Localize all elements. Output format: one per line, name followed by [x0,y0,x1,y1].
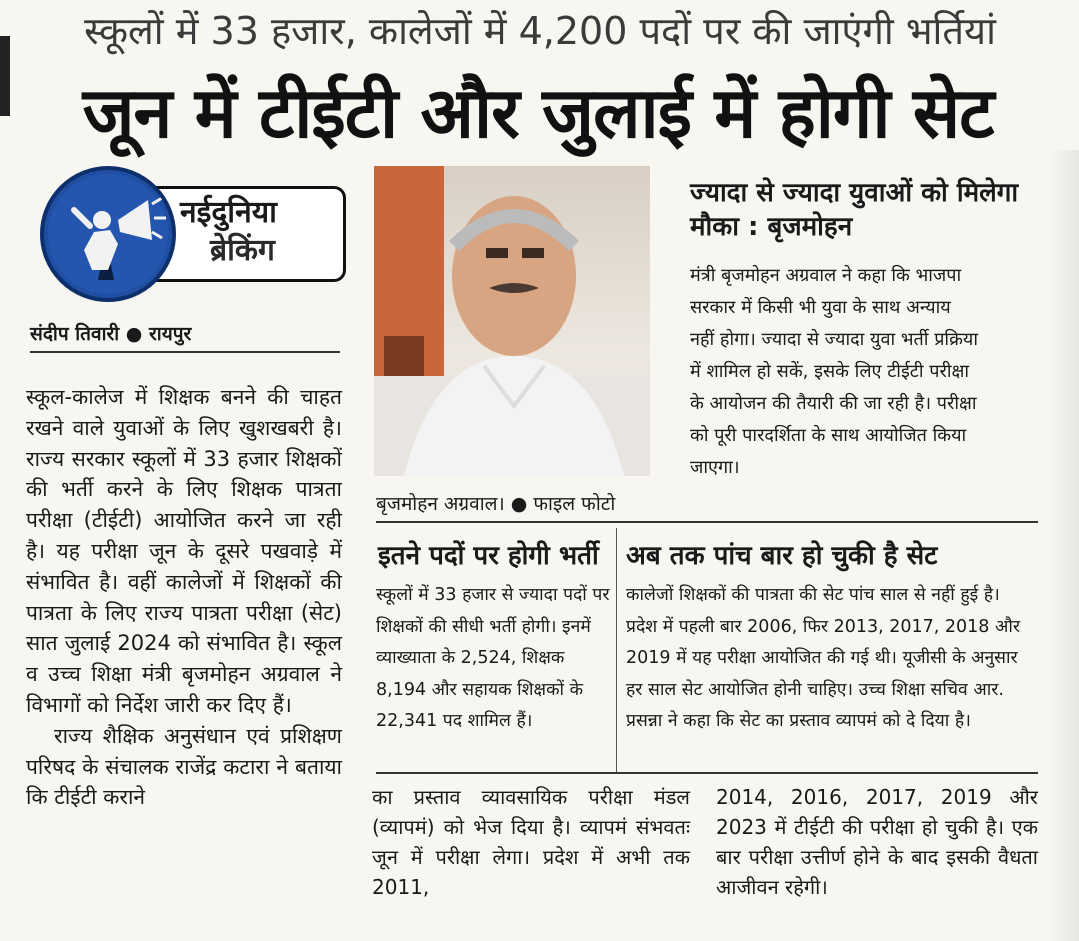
article-headline: जून में टीईटी और जुलाई में होगी सेट [82,72,994,154]
column-divider [616,528,617,774]
left-column-body [26,382,342,813]
sidebar-heading: ज्यादा से ज्यादा युवाओं को मिलेगा मौका : बृजमोहन [690,178,1019,242]
box-a-body: स्कूलों में 33 हजार से ज्यादा पदों पर शिक्षकों की सीधी भर्ती होगी। इनमें व्याख्याता के 2,524, शिक्षक 8,194 और सहायक शिक्षकों के 22,341 पद शामिल हैं। [376,585,610,731]
megaphone-icon [40,166,176,302]
page-edge-shadow [1050,150,1079,941]
paragraph-1: स्कूल-कालेज में शिक्षक बनने की चाहत रखने वाले युवाओं के लिए खुशखबरी है। राज्य सरकार स्कूलों में 33 हजार शिक्षकों की भर्ती करने के लिए शिक्षक पात्रता परीक्षा (टीईटी) आयोजित करने जा रही है। यह परीक्षा जून के दूसरे पखवाड़े में संभावित है। वहीं कालेजों में शिक्षकों की पात्रता के लिए राज्य पात्रता परीक्षा (सेट) सात जुलाई 2024 को संभावित है। स्कूल व उच्च शिक्षा मंत्री बृजमोहन अग्रवाल ने विभागों को निर्देश जारी कर दिए हैं। [26,385,342,717]
box-b-body: कालेजों शिक्षकों की पात्रता की सेट पांच साल से नहीं हुई है। प्रदेश में पहली बार 2006, फिर 2013, 2017, 2018 और 2019 में यह परीक्षा आयोजित की गई थी। यूजीसी के अनुसार हर साल सेट आयोजित होनी चाहिए। उच्च शिक्षा सचिव आर. प्रसन्ना ने कहा कि सेट का प्रस्ताव व्यापमं को दे दिया है। [626,585,1021,731]
box-b-heading: अब तक पांच बार हो चुकी है सेट [626,541,938,571]
column-edge-rule [0,36,10,116]
section-divider-top [376,521,1038,523]
logo-text-naidunia: नईदुनिया [180,195,277,230]
article-kicker: स्कूलों में 33 हजार, कालेजों में 4,200 पदों पर की जाएंगी भर्तियां [84,9,996,53]
paragraph-2: राज्य शैक्षिक अनुसंधान एवं प्रशिक्षण परिषद के संचालक राजेंद्र कटारा ने बताया कि टीईटी कराने [26,723,342,810]
sidebar-body: मंत्री बृजमोहन अग्रवाल ने कहा कि भाजपा सरकार में किसी भी युवा के साथ अन्याय नहीं होगा। ज्यादा से ज्यादा युवा भर्ती प्रक्रिया में शामिल हो सकें, इसके लिए टीईटी परीक्षा के आयोजन की तैयारी की जा रही है। परीक्षा को पूरी पारदर्शिता के साथ आयोजित किया जाएगा। [690,265,979,478]
continuation-middle: का प्रस्ताव व्यावसायिक परीक्षा मंडल (व्यापमं) को भेज दिया है। व्यापमं संभवतः जून में परीक्षा लेगा। प्रदेश में अभी तक 2011, [372,785,690,899]
person-photo [374,166,650,476]
logo-text-breaking: ब्रेकिंग [210,233,275,268]
byline: संदीप तिवारी ● रायपुर [30,323,192,345]
section-divider-bottom [376,772,1038,774]
box-a-heading: इतने पदों पर होगी भर्ती [378,541,599,571]
continuation-right: 2014, 2016, 2017, 2019 और 2023 में टीईटी की परीक्षा हो चुकी है। एक बार परीक्षा उत्तीर्ण होने के बाद इसकी वैधता आजीवन रहेगी। [716,785,1038,899]
byline-divider [30,351,340,353]
photo-caption: बृजमोहन अग्रवाल। ● फाइल फोटो [376,493,616,515]
